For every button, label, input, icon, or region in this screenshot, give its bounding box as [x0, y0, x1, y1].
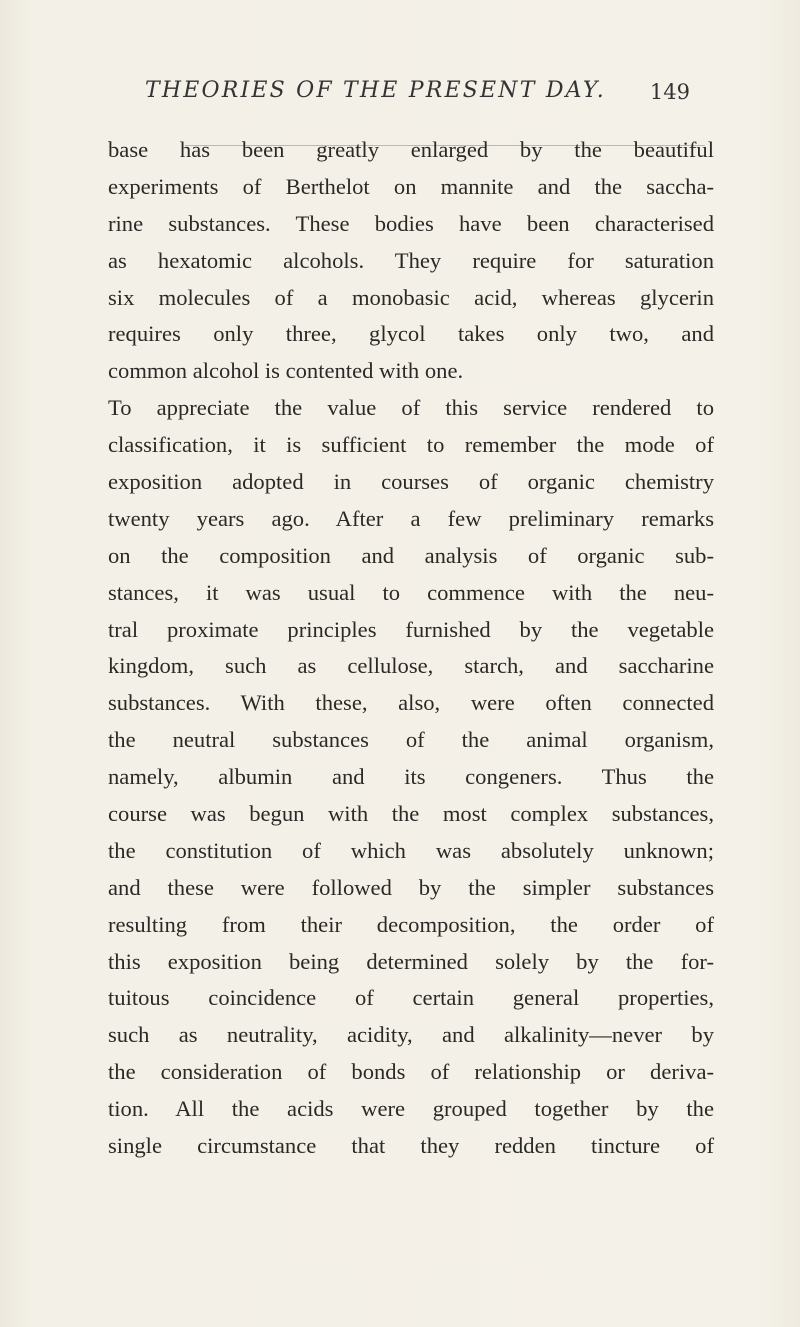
text-line: the constitution of which was absolutely unknown;	[108, 837, 714, 863]
text-line: common alcohol is contented with one.	[108, 358, 464, 384]
text-line: such as neutrality, acidity, and alkalinity—never by	[108, 1022, 714, 1048]
text-line: the consideration of bonds of relationship or deriva-	[108, 1059, 714, 1085]
text-line: classification, it is sufficient to remember the mode of	[108, 432, 714, 458]
text-line: twenty years ago. After a few preliminary remarks	[108, 505, 714, 531]
text-line: as hexatomic alcohols. They require for saturation	[108, 247, 714, 273]
text-line: substances. With these, also, were often connected	[108, 690, 714, 716]
text-line: tion. All the acids were grouped together by the	[108, 1096, 714, 1122]
text-line: this exposition being determined solely by the for-	[108, 948, 714, 974]
text-line: single circumstance that they redden tincture of	[108, 1133, 714, 1159]
running-head: THEORIES OF THE PRESENT DAY.	[145, 78, 606, 103]
text-line: To appreciate the value of this service rendered to	[108, 395, 714, 421]
text-line: resulting from their decomposition, the order of	[108, 911, 714, 937]
text-line: six molecules of a monobasic acid, whereas glycerin	[108, 284, 714, 310]
text-line: exposition adopted in courses of organic chemistry	[108, 469, 714, 495]
page-number: 149	[649, 80, 690, 104]
text-line: requires only three, glycol takes only two, and	[108, 321, 714, 347]
text-line: course was begun with the most complex substances,	[108, 801, 714, 827]
text-line: stances, it was usual to commence with the neu-	[108, 579, 714, 605]
text-line: the neutral substances of the animal organism,	[108, 727, 714, 753]
text-line: on the composition and analysis of organic sub-	[108, 542, 714, 568]
text-line: rine substances. These bodies have been characterised	[108, 210, 714, 236]
text-line: kingdom, such as cellulose, starch, and saccharine	[108, 653, 714, 679]
text-line: tral proximate principles furnished by the vegetable	[108, 616, 714, 642]
page-header	[145, 78, 690, 118]
text-line: namely, albumin and its congeners. Thus the	[108, 764, 714, 790]
body-text	[108, 132, 714, 1165]
text-line: tuitous coincidence of certain general properties,	[108, 985, 714, 1011]
text-line: and these were followed by the simpler substances	[108, 874, 714, 900]
text-line: base has been greatly enlarged by the beautiful	[108, 137, 714, 162]
text-line: experiments of Berthelot on mannite and the saccha-	[108, 173, 714, 199]
